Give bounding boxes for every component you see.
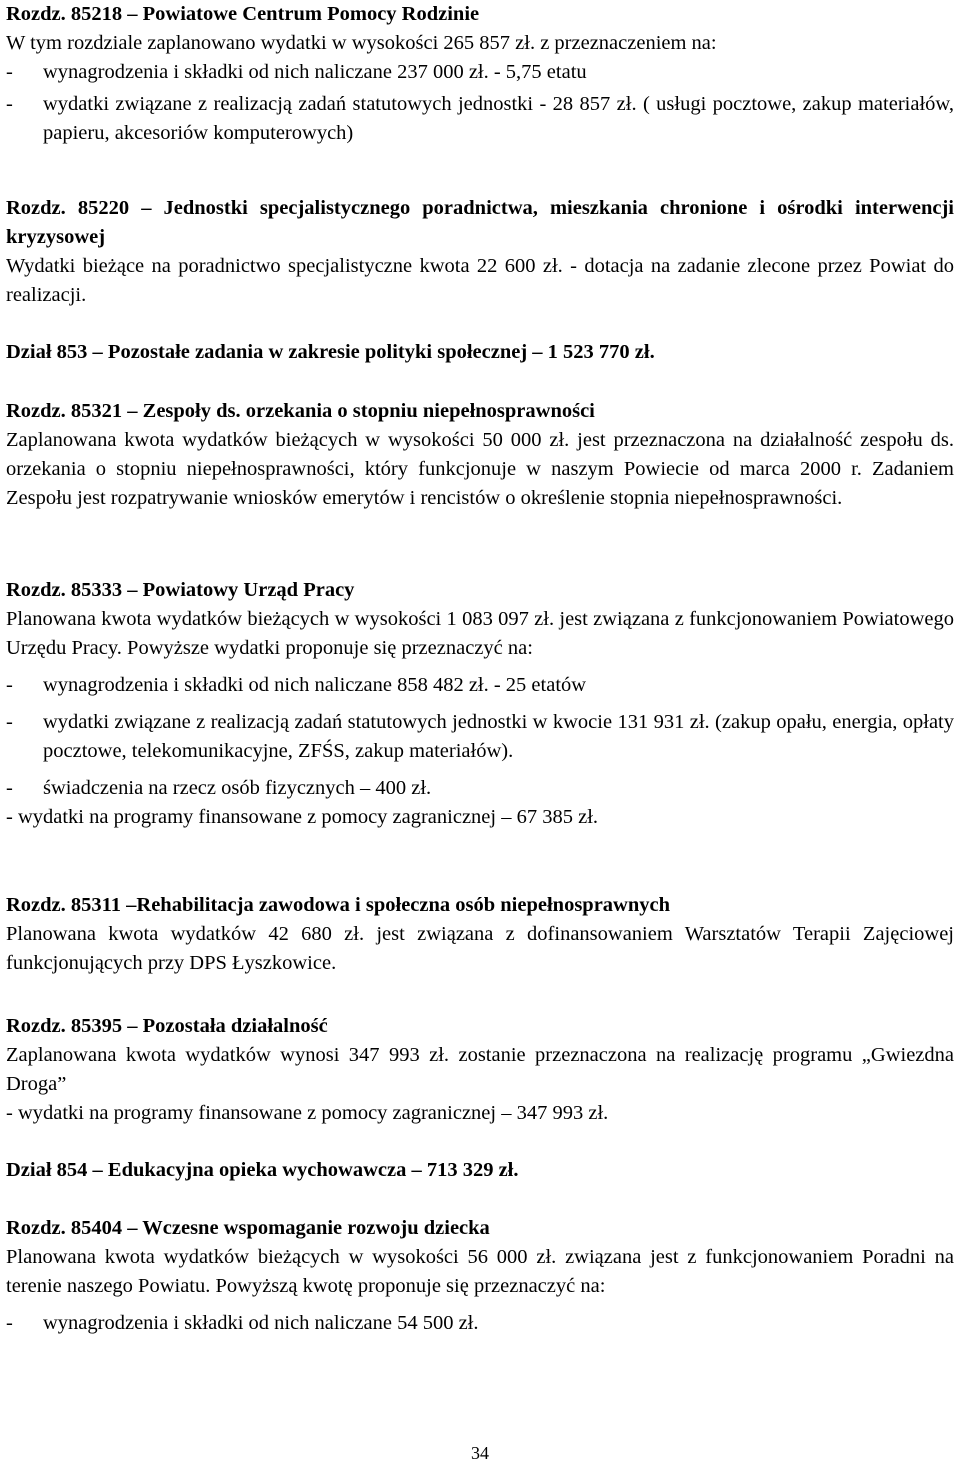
section-heading: Rozdz. 85333 – Powiatowy Urząd Pracy [6,579,355,601]
section-text: Wydatki bieżące na poradnictwo specjalistyczne kwota 22 600 zł. - dotacja na zadanie zlecone przez Powiat do realizacji. [6,255,954,306]
list-line: - wydatki na programy finansowane z pomocy zagranicznej – 67 385 zł. [6,806,599,828]
section-text: Planowana kwota wydatków 42 680 zł. jest związana z dofinansowaniem Warsztatów Terapii Zajęciowej funkcjonujących przy DPS Łyszkowice. [6,923,954,974]
section-heading: Rozdz. 85321 – Zespoły ds. orzekania o stopniu niepełnosprawności [6,400,595,422]
list-item: - wydatki związane z realizacją zadań statutowych jednostki - 28 857 zł. ( usługi pocztowe, zakup materiałów, papieru, akcesoriów komputerowych) [6,93,954,144]
section-heading: Rozdz. 85218 – Powiatowe Centrum Pomocy Rodzinie [6,3,480,25]
division-heading: Dział 853 – Pozostałe zadania w zakresie polityki społecznej – 1 523 770 zł. [6,341,655,363]
section-text: Planowana kwota wydatków bieżących w wysokości 56 000 zł. związana jest z funkcjonowaniem Poradni na terenie naszego Powiatu. Powyższą kwotę proponuje się przeznaczyć na: [6,1246,954,1297]
division-heading: Dział 854 – Edukacyjna opieka wychowawcza – 713 329 zł. [6,1159,519,1181]
section-85321 [6,397,954,513]
section-85395 [6,1012,954,1128]
section-85311 [6,891,954,978]
section-85404 [6,1214,954,1338]
section-85218 [6,0,954,148]
division-853 [6,338,954,367]
section-heading: Rozdz. 85311 –Rehabilitacja zawodowa i społeczna osób niepełnosprawnych [6,894,670,916]
list-item: - wydatki związane z realizacją zadań statutowych jednostki w kwocie 131 931 zł. (zakup opału, energia, opłaty pocztowe, telekomunikacyjne, ZFŚS, zakup materiałów). [6,711,954,762]
section-85333 [6,576,954,832]
section-text: Zaplanowana kwota wydatków wynosi 347 993 zł. zostanie przeznaczona na realizację programu „Gwiezdna Droga” [6,1044,954,1095]
section-text: Planowana kwota wydatków bieżących w wysokości 1 083 097 zł. jest związana z funkcjonowaniem Powiatowego Urzędu Pracy. Powyższe wydatki proponuje się przeznaczyć na: [6,608,954,659]
list-item: - wynagrodzenia i składki od nich naliczane 858 482 zł. - 25 etatów [6,674,587,696]
section-heading: Rozdz. 85395 – Pozostała działalność [6,1015,328,1037]
list-item: - świadczenia na rzecz osób fizycznych – 400 zł. [6,777,432,799]
section-heading: Rozdz. 85220 – Jednostki specjalistycznego poradnictwa, mieszkania chronione i ośrodki interwencji kryzysowej [6,197,954,248]
division-854 [6,1156,954,1185]
section-intro: W tym rozdziale zaplanowano wydatki w wysokości 265 857 zł. z przeznaczeniem na: [6,32,717,54]
list-item: - wynagrodzenia i składki od nich naliczane 237 000 zł. - 5,75 etatu [6,61,587,83]
section-85220 [6,194,954,310]
section-heading: Rozdz. 85404 – Wczesne wspomaganie rozwoju dziecka [6,1217,490,1239]
list-line: - wydatki na programy finansowane z pomocy zagranicznej – 347 993 zł. [6,1102,609,1124]
page-number: 34 [471,1443,489,1463]
section-text: Zaplanowana kwota wydatków bieżących w wysokości 50 000 zł. jest przeznaczona na działalność zespołu ds. orzekania o stopniu niepełnosprawności, który funkcjonuje w naszym Powiecie od marca 2000 r. Zadaniem Zespołu jest rozpatrywanie wniosków emerytów i rencistów o określenie stopnia niepełnosprawności. [6,429,954,509]
list-item: - wynagrodzenia i składki od nich naliczane 54 500 zł. [6,1312,479,1334]
